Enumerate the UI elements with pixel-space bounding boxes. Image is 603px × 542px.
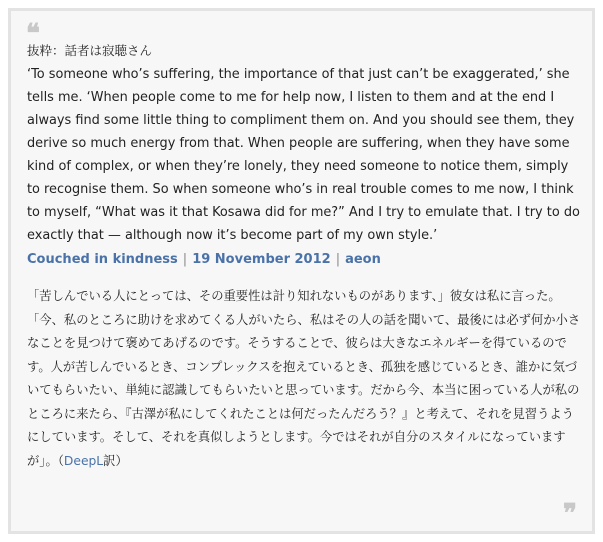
translator-open-paren: （ <box>57 453 64 468</box>
japanese-translation <box>27 285 583 473</box>
english-quote-text: ‘To someone who’s suffering, the importance of that just can’t be exaggerated,’ she tells me. ‘When people come to me for help now, I listen to them and at the end I always find some little thing to compliment them on. And you should see them, they derive so much energy from that. When people are suffering, when they have some kind of complex, or when they’re lonely, they need someone to notice them, simply to recognise them. So when someone who’s in real trouble comes to me now, I think to myself, “What was it that Kosawa did for me?” And I try to emulate that. I try to do exactly that — although now it’s become part of my own style.’ <box>27 67 580 243</box>
translator-suffix: 訳） <box>103 453 128 468</box>
deepl-link[interactable]: DeepL <box>63 453 104 468</box>
excerpt-label: 抜粋：話者は寂聴さん <box>27 43 153 58</box>
source-citation <box>27 249 583 271</box>
close-quote-icon: ❞ <box>563 499 577 529</box>
open-quote-icon: ❝ <box>26 19 40 49</box>
source-date-link[interactable]: 19 November 2012 <box>192 252 331 267</box>
blockquote-frame <box>8 8 595 534</box>
source-separator: | <box>335 252 341 267</box>
blockquote-content <box>27 41 583 473</box>
source-separator: | <box>182 252 188 267</box>
japanese-translation-text: 「苦しんでいる人にとっては、その重要性は計り知れないものがあります、」彼女は私に言った。「今、私のところに助けを求めてくる人がいたら、私はその人の話を聞いて、最後には必ず何か小さなことを見つけて褒めてあげるのです。そうすることで、彼らは大きなエネルギーを得ているのです。人が苦しんでいるとき、コンプレックスを抱えているとき、孤独を感じているとき、誰かに気づいてもらいたい、単純に認識してもらいたいと思っています。だから今、本当に困っている人が私のところに来たら、『古澤が私にしてくれたことは何だったんだろう？』と考えて、それを見習うようにしています。そして、それを真似しようとします。今ではそれが自分のスタイルになっていますが」。 <box>27 289 581 468</box>
source-publication-link[interactable]: aeon <box>345 252 381 267</box>
source-title-link[interactable]: Couched in kindness <box>27 252 178 267</box>
